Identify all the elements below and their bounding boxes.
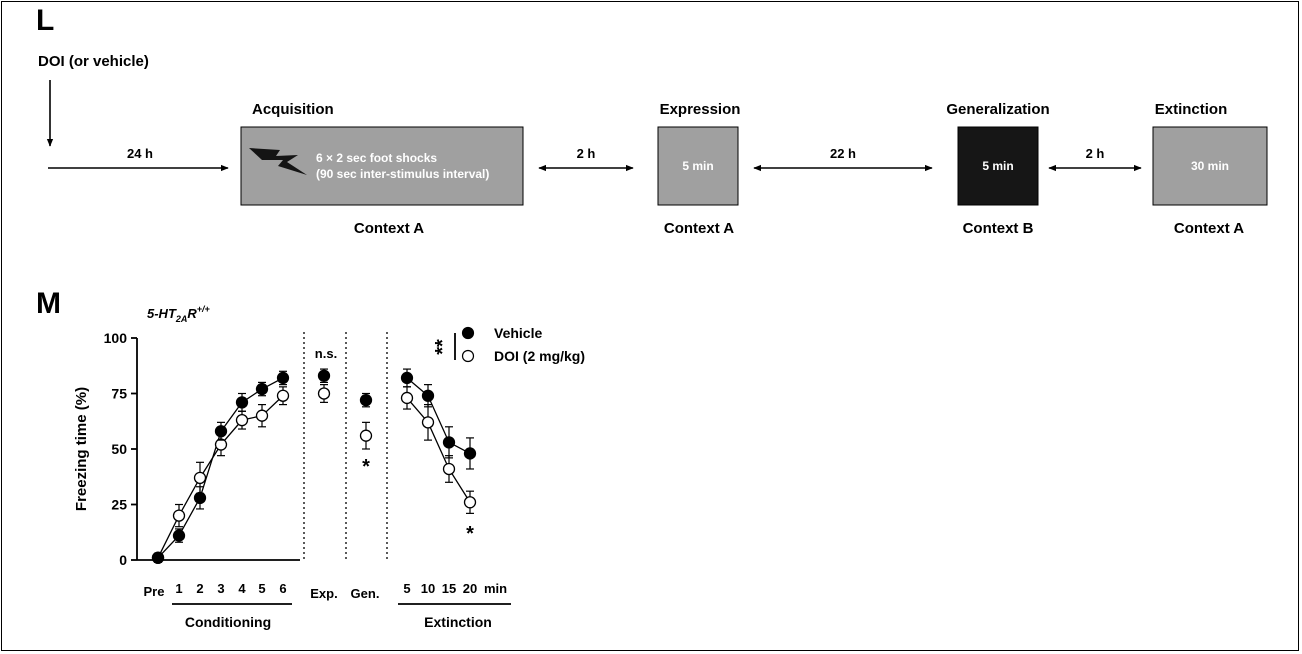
doi-cond-5-point: [257, 410, 268, 421]
doi-ext-15-point: [444, 463, 455, 474]
stage-title-extinction: Extinction: [1154, 101, 1228, 118]
y-axis-label: Freezing time (%): [73, 386, 90, 512]
genotype-receptor: R: [187, 306, 197, 321]
context-label-acquisition: Context A: [353, 220, 425, 237]
vehicle-cond-pre-point: [153, 552, 164, 563]
x-tick-label-cond-1: 1: [175, 581, 183, 596]
annotation-gen-star: *: [362, 456, 370, 478]
vehicle-gen-point: [361, 395, 372, 406]
doi-exp-point: [319, 388, 330, 399]
stage-title-generalization: Generalization: [946, 101, 1050, 118]
x-tick-label-min: min: [484, 581, 508, 596]
interval-24h: 24 h: [126, 146, 154, 161]
phase-label-conditioning: Conditioning: [184, 614, 272, 630]
y-tick-label-0: 0: [119, 552, 127, 568]
annotation-ext20-star: *: [466, 523, 474, 545]
vehicle-cond-4-point: [237, 397, 248, 408]
stage-title-acquisition: Acquisition: [252, 101, 334, 118]
acquisition-line-2: (90 sec inter-stimulus interval): [316, 167, 490, 181]
doi-cond-1-point: [174, 510, 185, 521]
vehicle-ext-10-point: [423, 390, 434, 401]
drug-label: DOI (or vehicle): [38, 53, 149, 70]
annotation-ns: n.s.: [314, 346, 338, 361]
extinction-duration: 30 min: [1190, 159, 1230, 173]
doi-ext-20-point: [465, 497, 476, 508]
stage-title-expression: Expression: [659, 101, 741, 118]
vehicle-cond-3-point: [216, 426, 227, 437]
vehicle-cond-5-point: [257, 384, 268, 395]
vehicle-ext-15-point: [444, 437, 455, 448]
interval-2h-a: 2 h: [576, 146, 596, 161]
vehicle-ext-5-point: [402, 372, 413, 383]
x-tick-label-cond-2: 2: [196, 581, 204, 596]
x-tick-label-cond-6: 6: [279, 581, 287, 596]
legend-marker-vehicle: [463, 328, 474, 339]
x-tick-label-cond-5: 5: [258, 581, 266, 596]
panel-label-l: L: [36, 4, 55, 37]
genotype-subscript: 2A: [175, 314, 188, 324]
doi-cond-2-point: [195, 472, 206, 483]
interval-2h-b: 2 h: [1085, 146, 1105, 161]
x-tick-label-ext-15: 15: [441, 581, 457, 596]
doi-ext-5-point: [402, 392, 413, 403]
x-tick-label-gen: Gen.: [350, 586, 380, 601]
vehicle-ext-20-point: [465, 448, 476, 459]
annotation-group-stars: **: [432, 339, 454, 355]
x-tick-label-cond-4: 4: [238, 581, 246, 596]
x-tick-label-cond-3: 3: [217, 581, 225, 596]
genotype-superscript: +/+: [196, 304, 210, 314]
y-tick-label-75: 75: [111, 385, 127, 402]
y-tick-label-100: 100: [103, 330, 127, 346]
legend-marker-doi: [463, 351, 474, 362]
x-tick-label-exp: Exp.: [310, 586, 338, 601]
doi-ext-10-point: [423, 417, 434, 428]
context-label-expression: Context A: [663, 220, 735, 237]
expression-duration: 5 min: [682, 159, 714, 173]
context-label-extinction: Context A: [1173, 220, 1245, 237]
phase-label-extinction: Extinction: [424, 614, 492, 630]
y-tick-label-50: 50: [111, 441, 127, 457]
panel-label-m: M: [36, 287, 61, 320]
genotype-label: [147, 304, 211, 324]
genotype-base: 5-HT: [147, 306, 176, 321]
x-tick-label-pre: Pre: [143, 584, 165, 599]
doi-gen-point: [361, 430, 372, 441]
vehicle-extinction-line: [407, 378, 470, 453]
x-tick-label-ext-10: 10: [420, 581, 436, 596]
interval-22h: 22 h: [829, 146, 857, 161]
vehicle-cond-2-point: [195, 492, 206, 503]
legend-label-vehicle: Vehicle: [494, 325, 543, 341]
doi-cond-4-point: [237, 415, 248, 426]
vehicle-cond-6-point: [278, 372, 289, 383]
x-tick-label-ext-20: 20: [462, 581, 478, 596]
legend-label-doi: DOI (2 mg/kg): [494, 348, 586, 364]
doi-cond-6-point: [278, 390, 289, 401]
generalization-duration: 5 min: [982, 159, 1014, 173]
vehicle-exp-point: [319, 370, 330, 381]
vehicle-cond-1-point: [174, 530, 185, 541]
y-tick-label-25: 25: [111, 496, 127, 513]
x-tick-label-ext-5: 5: [403, 581, 411, 596]
doi-extinction-line: [407, 398, 470, 502]
context-label-generalization: Context B: [962, 220, 1034, 237]
acquisition-line-1: 6 × 2 sec foot shocks: [316, 151, 438, 165]
